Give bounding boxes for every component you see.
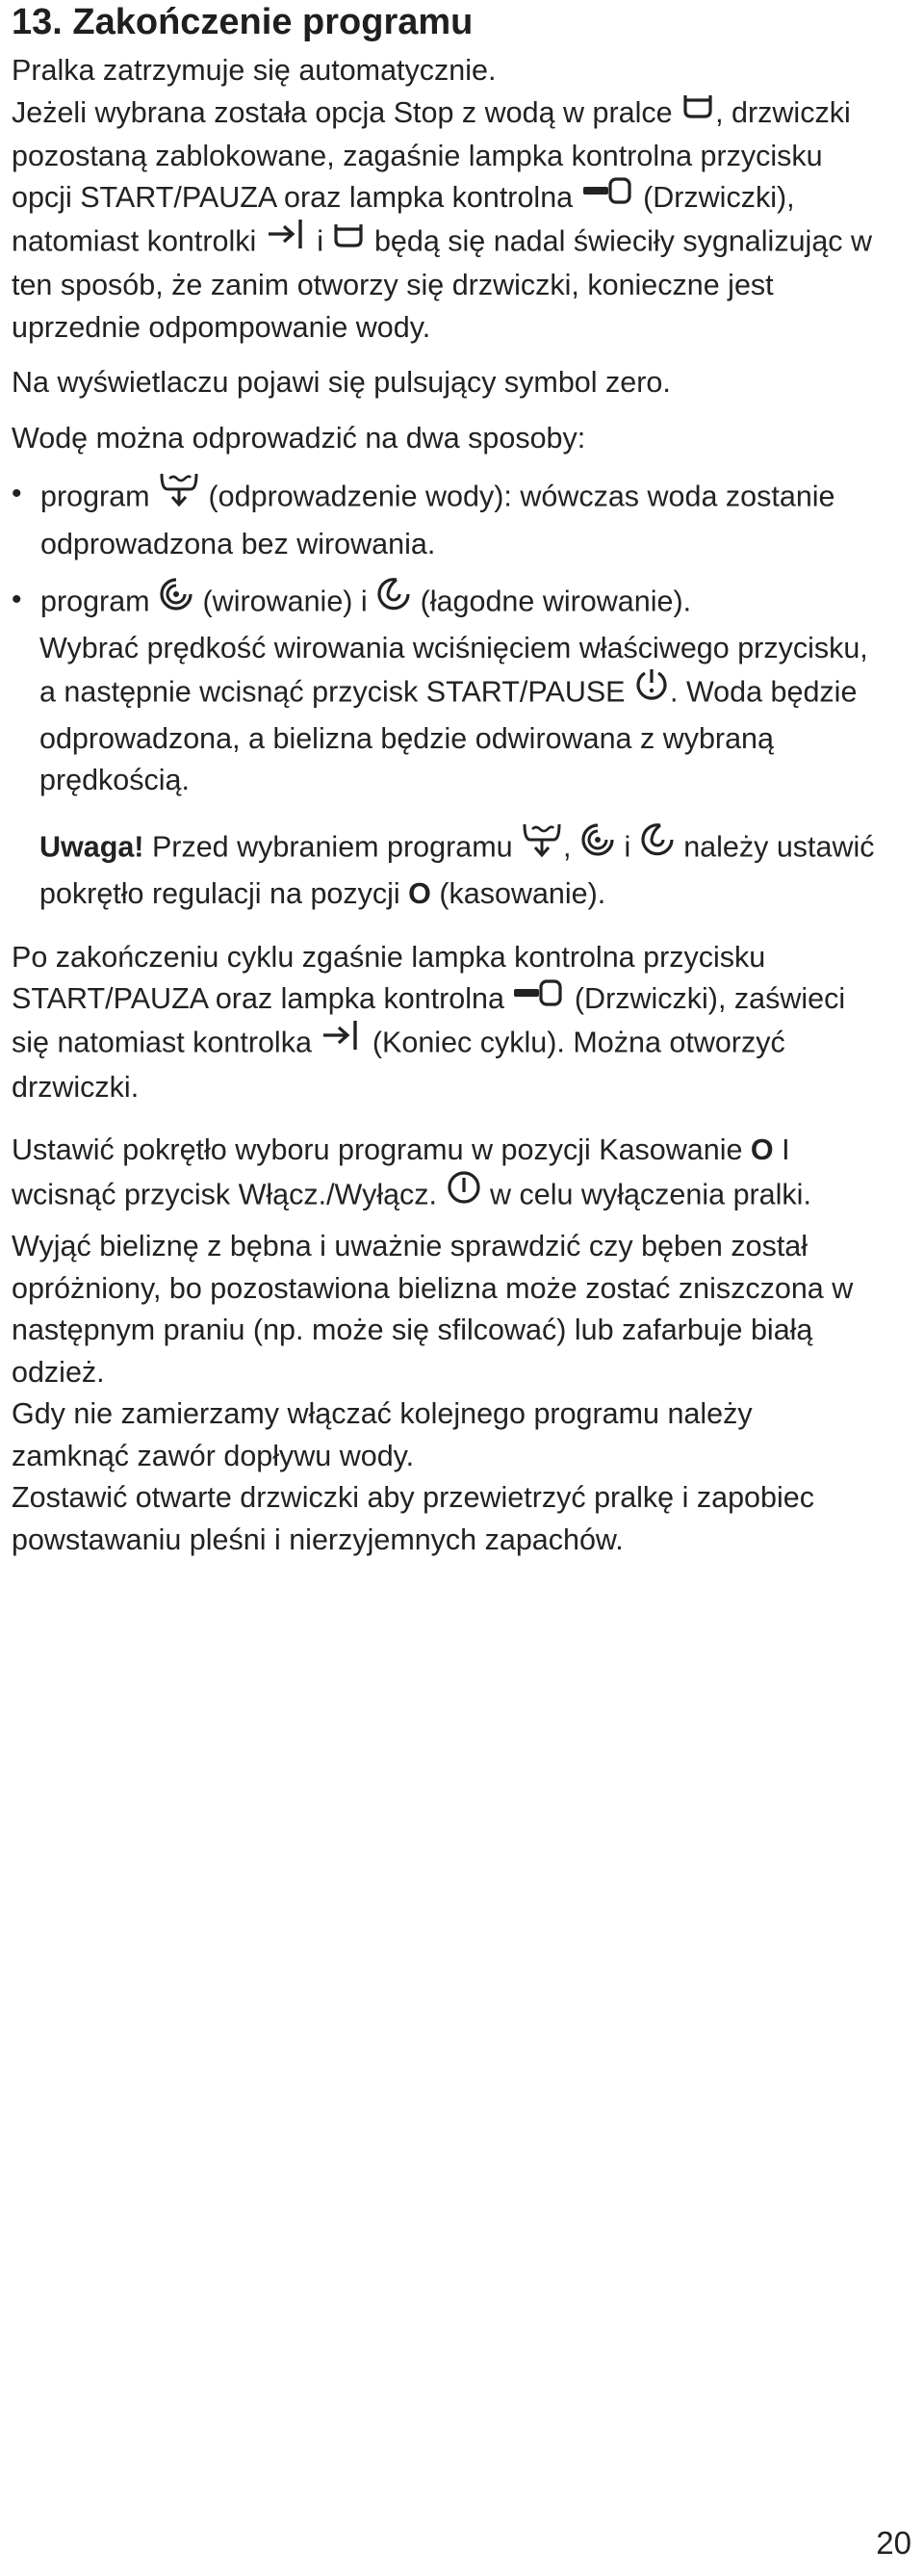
drain-program-text-a: program (40, 480, 159, 513)
reset-text-a: Ustawić pokrętło wyboru programu w pozycji Kasowanie (12, 1133, 751, 1167)
note-paragraph (12, 823, 878, 916)
drain-program-item (12, 473, 878, 565)
end-cycle-text-a: Po zakończeniu cyklu zgaśnie lampka kontrolna przycisku START/PAUZA oraz lampka kontrolna (12, 940, 766, 1016)
water-tap-text: Gdy nie zamierzamy włączać kolejnego programu należy zamknąć zawór dopływu wody. (12, 1397, 753, 1472)
gentle-spin-icon-2 (639, 821, 676, 871)
drain-icon (158, 470, 200, 521)
end-of-cycle-icon (265, 218, 309, 263)
drain-icon-2 (521, 820, 563, 872)
start-pause-icon (633, 666, 670, 716)
rinse-hold-text-c: (Drzwiczki), natomiast kontrolki (12, 181, 795, 258)
drain-program-text-b: (odprowadzenie wody): wówczas woda zostanie odprowadzona bez wirowania. (40, 480, 835, 560)
note-text-a: Przed wybraniem programu (143, 830, 522, 864)
reset-paragraph (12, 1130, 878, 1220)
spin-speed-text (12, 628, 878, 802)
reset-position-symbol: O (408, 877, 431, 911)
note-text-b: , (563, 830, 579, 864)
rinse-hold-text-a: Jeżeli wybrana została opcja Stop z wodą w pralce (12, 95, 681, 129)
rinse-hold-icon-2 (331, 219, 366, 262)
reset-symbol: O (750, 1133, 774, 1167)
page-number: 20 (876, 2525, 911, 2561)
end-cycle-text-c: (Koniec cyklu). Można otworzyć drzwiczki. (12, 1026, 785, 1104)
spin-icon-2 (579, 821, 616, 871)
rinse-hold-text-b: , drzwiczki pozostaną zablokowane, zagaśnie lampka kontrolna przycisku opcji START/PAUZA oraz lampka kontrolna (12, 95, 851, 215)
reset-text-b: I wcisnąć przycisk Włącz./Wyłącz. (12, 1133, 790, 1210)
laundry-check-text: Wyjąć bieliznę z bębna i uważnie sprawdzić czy bęben został opróżniony, bo pozostawiona bielizna może zostać zniszczona w następnym praniu (np. może się sfilcować) lub zafarbuje białą odzież. (12, 1230, 854, 1389)
manual-content (12, 0, 878, 1561)
door-lock-icon-2 (512, 977, 566, 1020)
auto-stop-text: Pralka zatrzymuje się automatycznie. (12, 54, 497, 87)
power-icon (446, 1169, 482, 1218)
drain-ways-text: Wodę można odprowadzić na dwa sposoby: (12, 421, 586, 455)
door-open-text: Zostawić otwarte drzwiczki aby przewietrzyć pralkę i zapobiec powstawaniu pleśni i nierzyjemnych zapachów. (12, 1481, 814, 1556)
note-text-c: i (616, 830, 639, 864)
note-text-e: (kasowanie). (430, 877, 606, 911)
reset-text-c: w celu wyłączenia pralki. (481, 1177, 811, 1210)
display-text: Na wyświetlaczu pojawi się pulsujący symbol zero. (12, 366, 671, 400)
spin-program-item (12, 579, 878, 628)
spin-icon (158, 576, 194, 625)
rinse-hold-paragraph (12, 92, 878, 350)
note-text-d: należy ustawić pokrętło regulacji na pozycji (39, 830, 875, 911)
rinse-hold-icon (680, 90, 715, 133)
spin-program-text-b: (wirowanie) i (194, 585, 376, 618)
rinse-hold-text-e: będą się nadal świeciły sygnalizując w ten sposób, że zanim otworzy się drzwiczki, konieczne jest uprzednie odpompowanie wody. (12, 224, 873, 344)
spin-speed-text-b: . Woda będzie odprowadzona, a bielizna będzie odwirowana z wybraną prędkością. (39, 675, 858, 797)
end-of-cycle-icon-2 (320, 1019, 364, 1064)
section-title: 13. Zakończenie programu (12, 2, 474, 42)
spin-program-text-c: (łagodne wirowanie). (412, 585, 692, 618)
note-label: Uwaga! (39, 830, 144, 864)
spin-speed-text-a: Wybrać prędkość wirowania wciśnięciem właściwego przycisku, a następnie wcisnąć przycisk START/PAUSE (39, 631, 868, 709)
spin-program-text-a: program (40, 585, 159, 618)
end-cycle-text-b: (Drzwiczki), zaświeci się natomiast kontrolka (12, 982, 846, 1059)
rinse-hold-text-d: i (308, 224, 332, 258)
gentle-spin-icon (375, 576, 412, 625)
door-lock-icon (581, 175, 635, 218)
end-cycle-paragraph (12, 937, 878, 1108)
